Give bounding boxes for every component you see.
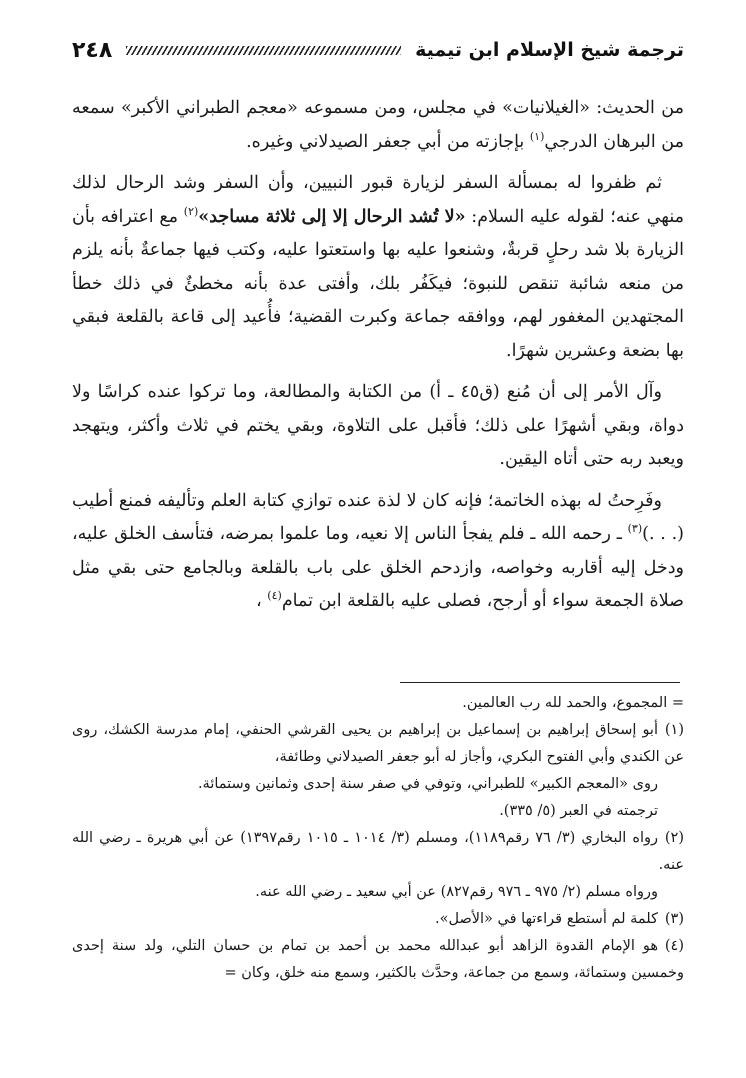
paragraph-4-part-a: وفَرِحتُ له بهذه الخاتمة؛ فإنه كان لا لذة عنده توازي كتابة العلم وتأليفه فمنع أطيب (. . .)	[72, 490, 684, 544]
paragraph-2-part-b: مع اعترافه بأن الزيارة بلا شد رحلٍ قربةٌ، وشنعوا عليه بها واستعتوا عليه، وكتب فيها جماعةٌ بأنه يلزم من منعه شائبة تنقص للنبوة؛ فيكَفُر بلك، وأفتى عدة بأنه مخطئٌ في ذلك خطأ المجتهدين المغفور لهم، ووافقه جماعة وكبرت القضية؛ فأُعيد إلى قاعة بالقلعة فبقي بها بضعة وعشرين شهرًا.	[72, 206, 684, 361]
footnote-2-line-3-text: ورواه مسلم (٢/ ٩٧٥ ـ ٩٧٦ رقم٨٢٧) عن أبي سعيد ـ رضي الله عنه.	[255, 884, 658, 900]
footnote-continuation-text: = المجموع، والحمد لله رب العالمين.	[462, 695, 684, 711]
footnote-ref-2: (٢)	[183, 204, 199, 218]
paragraph-3-text: وآل الأمر إلى أن مُنع (ق٤٥ ـ أ) من الكتابة والمطالعة، وما تركوا عنده كراسًا ولا دواة، وبقي أشهرًا على ذلك؛ فأقبل على التلاوة، وبقي يختم في ثلاث وأكثر، ويتهجد ويعبد ربه حتى أتاه اليقين.	[72, 382, 684, 469]
paragraph-1-line-1: من الحديث: «الغيلانيات» في مجلس، ومن مسموعه «معجم الطبراني الأكبر» سمعه	[72, 98, 684, 118]
footnote-ref-4: (٤)	[267, 589, 282, 603]
footnote-1-line-3	[72, 771, 684, 798]
footnote-ref-1: (١)	[529, 129, 545, 143]
footnote-2-text: رواه البخاري (٣/ ٧٦ رقم١١٨٩)، ومسلم (٣/ ١٠١٤ ـ ١٠١٥ رقم١٣٩٧) عن أبي هريرة ـ رضي الله عنه.	[72, 830, 684, 873]
footnote-3-text: كلمة لم أستطع قراءتها في «الأصل».	[434, 911, 658, 927]
page-number: ٢٤٨	[72, 37, 113, 63]
footnote-3	[72, 906, 684, 933]
footnote-4-text: هو الإمام القدوة الزاهد أبو عبدالله محمد بن أحمد بن تمام بن حسان التلي، ولد سنة إحدى وخمسين وستمائة، وسمع من جماعة، وحدَّث بالكثير، وسمع منه خلق، وكان =	[72, 938, 684, 981]
page-header	[72, 30, 684, 70]
paragraph-4-part-c: ،	[256, 591, 268, 611]
footnote-separator	[400, 682, 680, 683]
footnote-ref-3: (٣)	[627, 522, 643, 536]
footnote-1-line-3-text: روى «المعجم الكبير» للطبراني، وتوفي في صفر سنة إحدى وثمانين وستمائة.	[197, 776, 658, 792]
paragraph-2-part-a: ثم ظفروا له بمسألة السفر لزيارة قبور النبيين، وأن السفر وشد الرحال لذلك منهي عنه؛ لقوله عليه السلام:	[72, 173, 684, 227]
footnote-2-marker: (٢)	[664, 830, 684, 846]
footnote-1-line-4-text: ترجمته في العبر (٥/ ٣٣٥).	[499, 803, 658, 819]
hadith-quote: «لا تُشد الرحال إلا إلى ثلاثة مساجد»	[198, 206, 466, 227]
running-title: ترجمة شيخ الإسلام ابن تيمية	[415, 39, 684, 61]
paragraph-1	[72, 92, 684, 159]
paragraph-2	[72, 167, 684, 368]
footnote-2-line-3	[72, 879, 684, 906]
footnote-2	[72, 825, 684, 879]
header-decorative-rule	[126, 46, 401, 55]
footnote-1-text: أبو إسحاق إبراهيم بن إسماعيل بن إبراهيم بن يحيى القرشي الحنفي، إمام مدرسة الكشك، روى عن الكندي وأبي الفتوح البكري، وأجاز له أبو جعفر الصيدلاني وطائفة،	[72, 722, 684, 765]
footnote-continuation	[72, 690, 684, 717]
footnote-4-marker: (٤)	[664, 938, 684, 954]
footnotes	[72, 690, 684, 987]
footnote-3-marker: (٣)	[664, 911, 684, 927]
paragraph-1-line-2-end: بإجازته من أبي جعفر الصيدلاني وغيره.	[246, 131, 530, 152]
footnote-1-marker: (١)	[664, 722, 684, 738]
paragraph-4-part-b: ـ رحمه الله ـ فلم يفجأ الناس إلا نعيه، وما علموا بمرضه، فتأسف الخلق عليه، ودخل إليه أقاربه وخواصه، وازدحم الخلق على باب بالقلعة وبالجامع حتى بقي مثل صلاة الجمعة سواء أو أرجح، فصلى عليه بالقلعة ابن تمام	[72, 524, 684, 611]
footnote-1	[72, 717, 684, 771]
paragraph-1-line-2: من البرهان الدرجي	[544, 131, 684, 152]
paragraph-3	[72, 376, 684, 477]
footnote-1-line-4	[72, 798, 684, 825]
footnote-4	[72, 933, 684, 987]
paragraph-4	[72, 485, 684, 619]
main-text	[72, 92, 684, 619]
